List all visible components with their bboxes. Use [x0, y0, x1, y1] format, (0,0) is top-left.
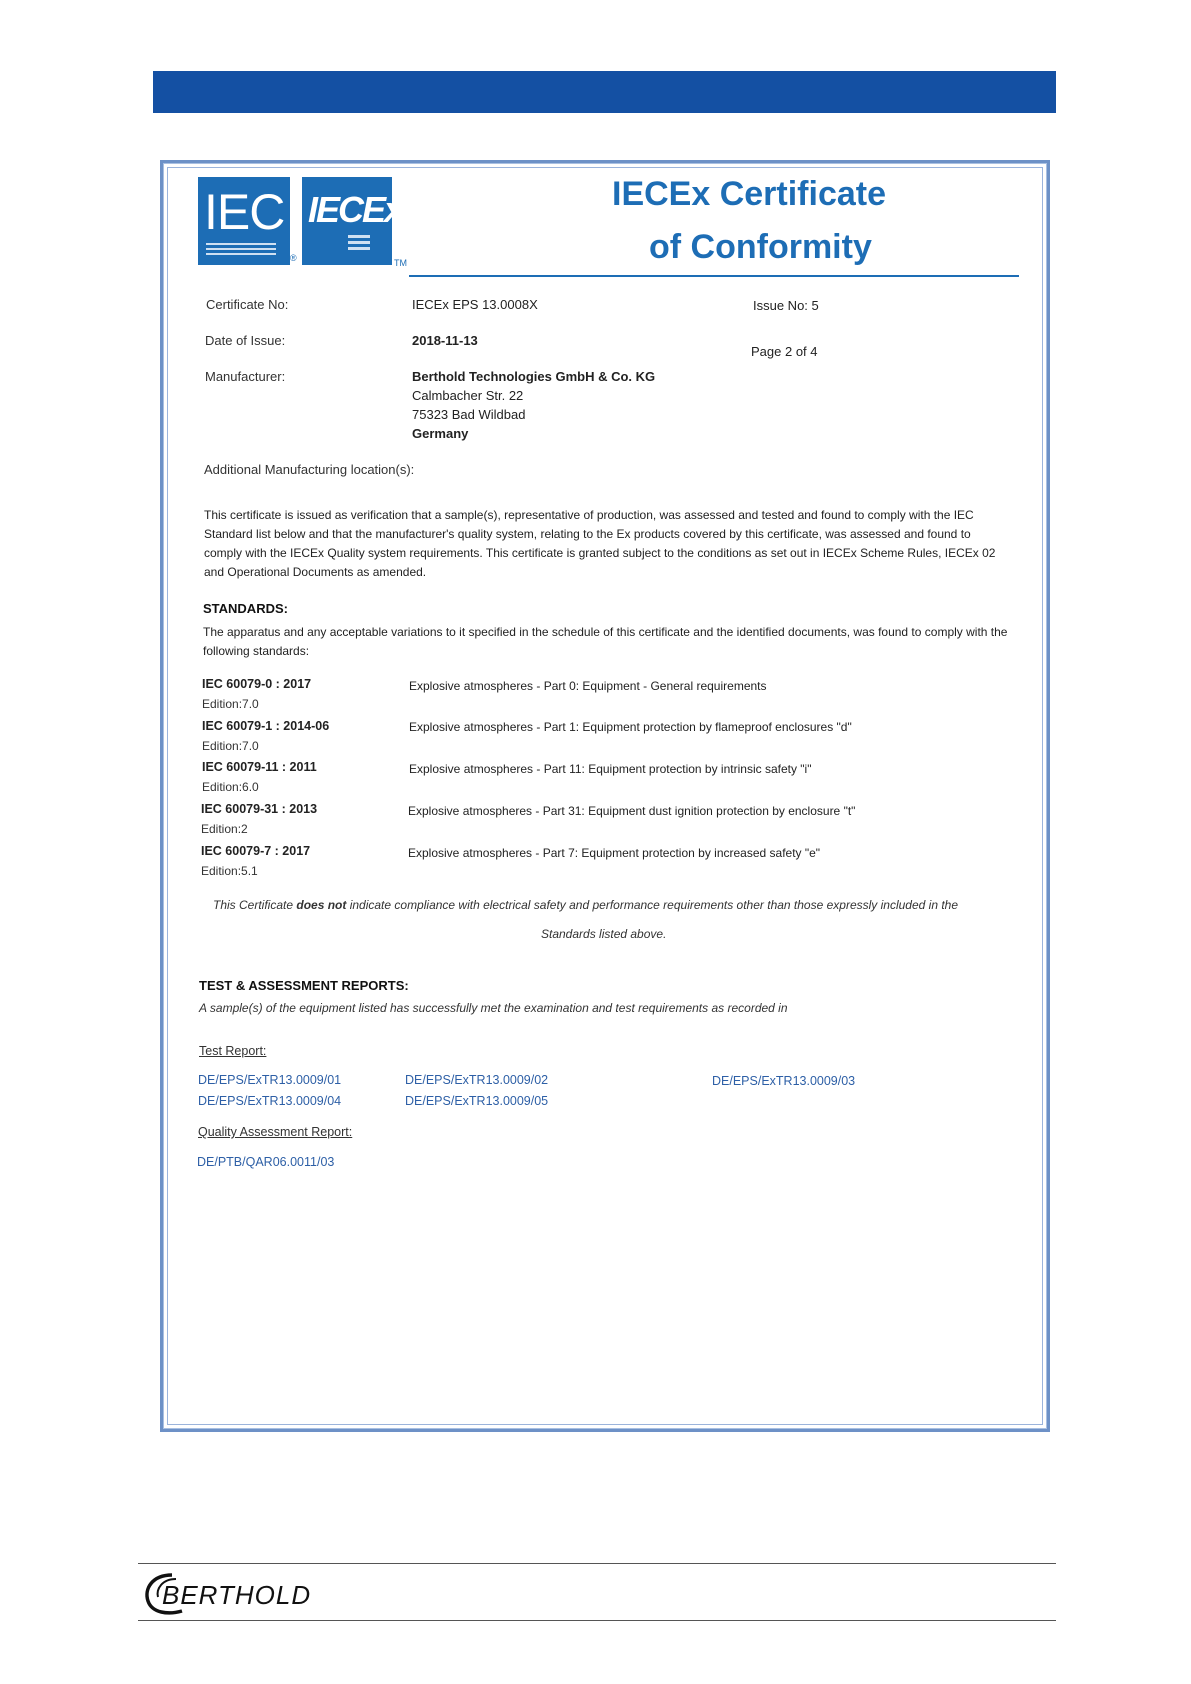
iecex-logo-text: IECEx: [308, 189, 403, 230]
disclaimer-post: indicate compliance with electrical safety and performance requirements other than those expressly included in the: [346, 898, 959, 912]
registered-mark: ®: [290, 253, 297, 263]
title-rule: [409, 275, 1019, 277]
disclaimer-pre: This Certificate: [213, 898, 297, 912]
berthold-logo-mark-icon: [142, 1569, 362, 1617]
manufacturer-street: Calmbacher Str. 22: [412, 388, 524, 403]
footer-top-rule: [138, 1563, 1056, 1564]
certificate-no: IECEx EPS 13.0008X: [412, 297, 538, 312]
page-number: Page 2 of 4: [751, 344, 818, 359]
standard-edition: Edition:6.0: [202, 780, 259, 794]
standards-heading: STANDARDS:: [203, 601, 288, 616]
certificate-title-line1: IECEx Certificate: [612, 175, 886, 213]
disclaimer-line2: Standards listed above.: [541, 927, 667, 941]
iec-logo-text: IEC: [204, 184, 285, 240]
test-report-link[interactable]: DE/EPS/ExTR13.0009/03: [712, 1074, 856, 1088]
standards-paragraph: The apparatus and any acceptable variations to it specified in the schedule of this certificate and the identified documents, was found to comply with the following standards:: [203, 625, 1008, 658]
date-of-issue-label: Date of Issue:: [205, 333, 286, 348]
manufacturer-label: Manufacturer:: [205, 369, 286, 384]
reports-heading: TEST & ASSESSMENT REPORTS:: [199, 978, 409, 993]
standard-description: Explosive atmospheres - Part 7: Equipment protection by increased safety "e": [408, 846, 821, 860]
standard-edition: Edition:7.0: [202, 739, 259, 753]
disclaimer-line1: [213, 898, 1013, 912]
iecex-logo-lines: [348, 235, 370, 238]
intro-paragraph: This certificate is issued as verification that a sample(s), representative of production, was assessed and tested and found to comply with the IEC Standard list below and that the manufacturer's quality system, relating to the Ex products covered by this certificate, was assessed and found to comply with the IECEx Quality system requirements. This certificate is granted subject to the conditions as set out in IECEx Scheme Rules, IECEx 02 and Operational Documents as amended.: [204, 508, 996, 579]
qar-link[interactable]: DE/PTB/QAR06.0011/03: [197, 1155, 335, 1169]
reports-paragraph: A sample(s) of the equipment listed has successfully met the examination and test requirements as recorded in: [199, 1001, 788, 1015]
certificate-no-label: Certificate No:: [206, 297, 289, 312]
standard-edition: Edition:2: [201, 822, 248, 836]
standard-description: Explosive atmospheres - Part 31: Equipment dust ignition protection by enclosure "t": [408, 804, 856, 818]
certificate-inner-frame: [167, 167, 1043, 1425]
top-banner: [153, 71, 1056, 113]
standard-code: IEC 60079-1 : 2014-06: [202, 719, 330, 733]
test-report-link[interactable]: DE/EPS/ExTR13.0009/05: [405, 1094, 549, 1108]
standard-edition: Edition:7.0: [202, 697, 259, 711]
date-of-issue: 2018-11-13: [412, 333, 478, 348]
qar-label: Quality Assessment Report:: [198, 1125, 353, 1139]
standard-code: IEC 60079-7 : 2017: [201, 844, 311, 858]
footer-bottom-rule: [138, 1620, 1056, 1621]
standard-code: IEC 60079-0 : 2017: [202, 677, 312, 691]
berthold-logo-text: BERTHOLD: [162, 1580, 312, 1610]
certificate-frame: [160, 160, 1050, 1432]
manufacturer-country: Germany: [412, 426, 469, 441]
disclaimer-bold: does not: [296, 898, 347, 912]
iec-logo: [198, 177, 290, 265]
standard-description: Explosive atmospheres - Part 11: Equipment protection by intrinsic safety "i": [409, 762, 812, 776]
standard-edition: Edition:5.1: [201, 864, 258, 878]
manufacturer-name: Berthold Technologies GmbH & Co. KG: [412, 369, 656, 384]
test-report-link[interactable]: DE/EPS/ExTR13.0009/02: [405, 1073, 549, 1087]
berthold-logo: [142, 1569, 362, 1617]
manufacturer-city: 75323 Bad Wildbad: [412, 407, 526, 422]
standard-code: IEC 60079-31 : 2013: [201, 802, 318, 816]
trademark-mark: TM: [394, 258, 407, 268]
test-report-label: Test Report:: [199, 1044, 267, 1058]
standard-description: Explosive atmospheres - Part 0: Equipment - General requirements: [409, 679, 767, 693]
standard-description: Explosive atmospheres - Part 1: Equipment protection by flameproof enclosures "d": [409, 720, 852, 734]
additional-locations-label: Additional Manufacturing location(s):: [204, 462, 415, 477]
issue-no: Issue No: 5: [753, 298, 819, 313]
standard-code: IEC 60079-11 : 2011: [202, 760, 317, 774]
iec-logo-lines: [206, 243, 276, 245]
certificate-title-line2: of Conformity: [649, 228, 872, 266]
iecex-logo: [302, 177, 403, 265]
test-report-link[interactable]: DE/EPS/ExTR13.0009/01: [198, 1073, 342, 1087]
test-report-link[interactable]: DE/EPS/ExTR13.0009/04: [198, 1094, 342, 1108]
